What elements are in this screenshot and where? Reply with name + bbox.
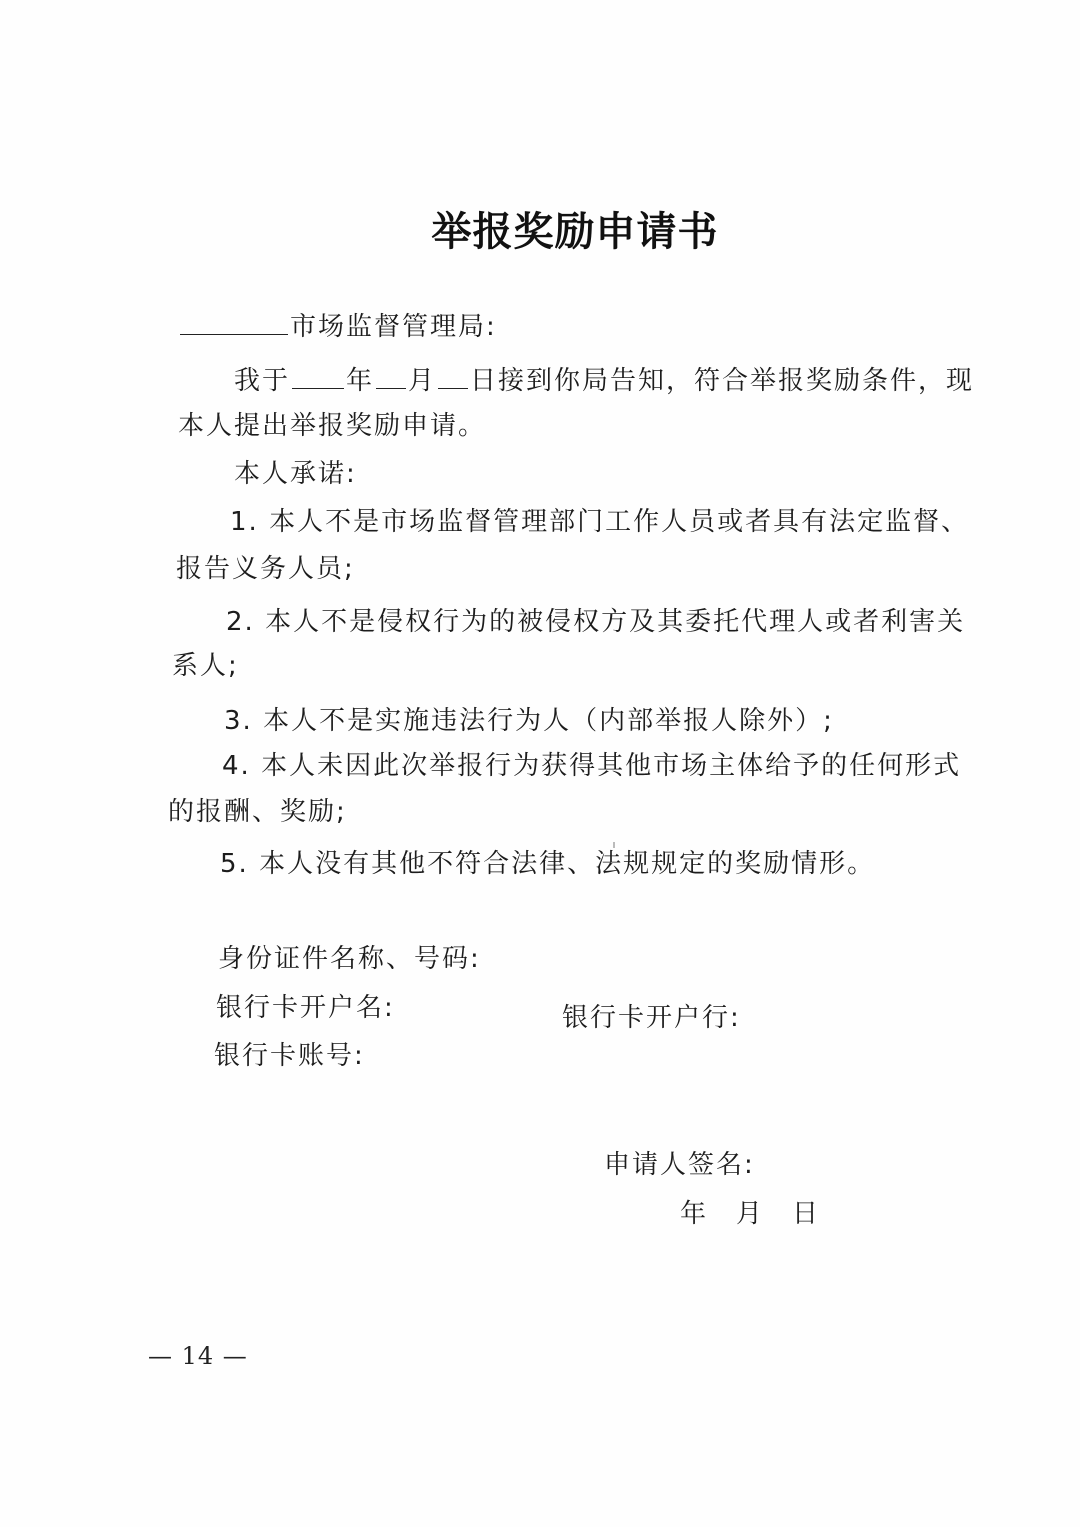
account-name-label: 银行卡开户名: [216,993,395,1023]
addressee-line [178,308,497,345]
para1-text-4: 日接到你局告知，符合举报奖励条件，现 [470,366,975,396]
promise-item-2-line2: 系人; [172,651,239,681]
signature-date: 年 月 日 [680,1199,821,1229]
promise-item-2-line1: 2. 本人不是侵权行为的被侵权方及其委托代理人或者利害关 [226,607,966,637]
page-number: — 14 — [148,1342,248,1370]
promise-item-3-line1: 3. 本人不是实施违法行为人（内部举报人除外）; [224,706,834,736]
promise-item-5-line1: 5. 本人没有其他不符合法律、法规规定的奖励情形。 [220,849,876,879]
account-number-label: 银行卡账号: [214,1041,365,1071]
id-label: 身份证件名称、号码: [218,944,481,974]
document-title: 举报奖励申请书 [431,208,719,255]
para1-line1 [234,362,974,399]
promise-item-1-line1: 1. 本人不是市场监督管理部门工作人员或者具有法定监督、 [230,507,970,537]
day-blank[interactable] [438,362,468,389]
addressee-suffix: 市场监督管理局: [290,312,497,342]
year-blank[interactable] [292,362,344,389]
para1-text-2: 年 [346,366,375,396]
promise-item-4-line1: 4. 本人未因此次举报行为获得其他市场主体给予的任何形式 [222,751,962,781]
bank-label: 银行卡开户行: [562,1003,741,1033]
month-blank[interactable] [376,362,406,389]
para1-text-3: 月 [408,366,437,396]
signature-label: 申请人签名: [604,1150,755,1180]
para1-text-1: 我于 [234,366,291,396]
promise-item-1-line2: 报告义务人员; [176,554,355,584]
addressee-blank[interactable] [180,308,288,335]
promise-heading: 本人承诺: [234,459,357,489]
promise-item-4-line2: 的报酬、奖励; [168,797,347,827]
para1-line2: 本人提出举报奖励申请。 [178,411,487,441]
